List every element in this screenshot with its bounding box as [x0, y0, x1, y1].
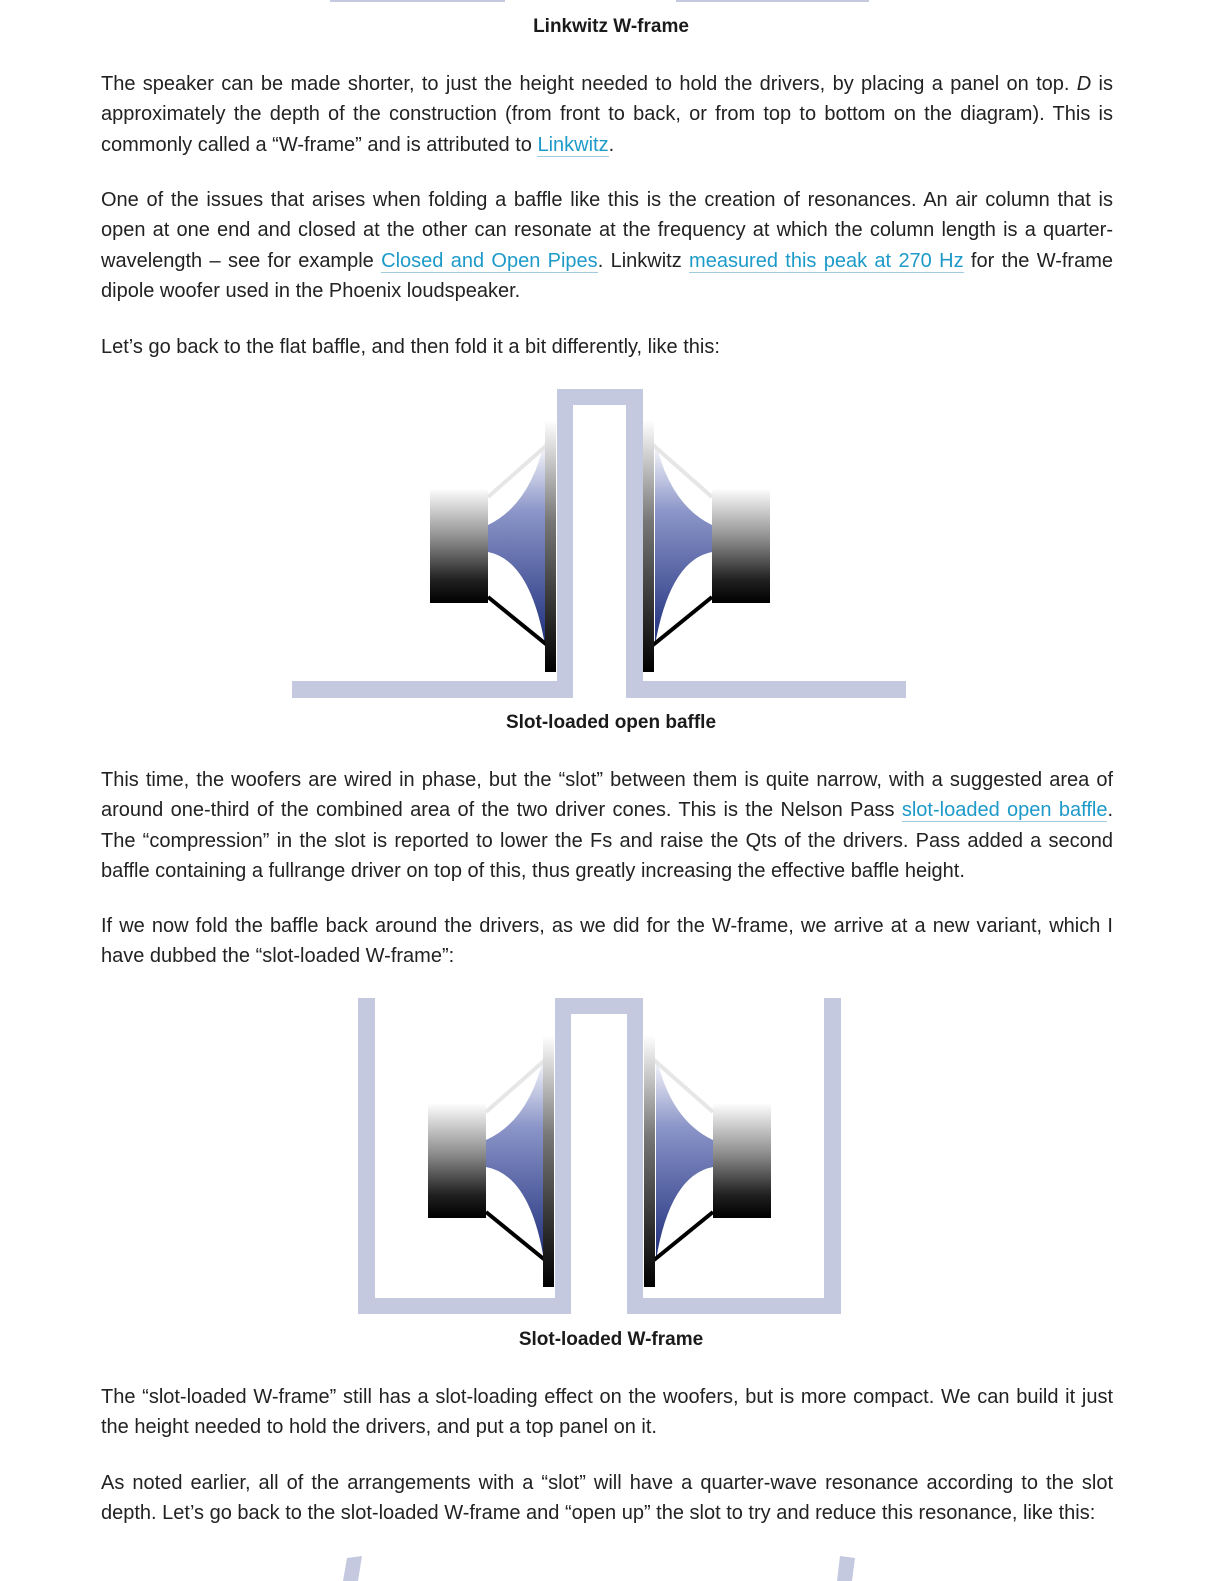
paragraph-slot-loaded-w-frame: The “slot-loaded W-frame” still has a slot-loading effect on the woofers, but is more compact. We can build it just the height needed to hold the drivers, and put a top panel on it. — [101, 1386, 1113, 1439]
paragraph-flat-baffle: Let’s go back to the flat baffle, and then fold it a bit differently, like this: — [101, 336, 720, 358]
paragraph-slot-description — [101, 765, 1113, 886]
previous-figure-edge-right — [676, 0, 869, 2]
paragraph-fold-baffle: If we now fold the baffle back around the drivers, as we did for the W-frame, we arrive at a new variant, which I have dubbed the “slot-loaded W-frame”: — [101, 915, 1113, 968]
link-closed-and-open-pipes[interactable]: Closed and Open Pipes — [381, 249, 598, 272]
figure-caption-slot-loaded-open-baffle: Slot-loaded open baffle — [505, 712, 717, 733]
paragraph-resonances — [101, 185, 1113, 306]
link-linkwitz[interactable]: Linkwitz — [537, 133, 609, 156]
paragraph-quarter-wave-resonance: As noted earlier, all of the arrangements with a “slot” will have a quarter-wave resonance according to the slot depth. Let’s go back to the slot-loaded W-frame and “open up” the slot to try and reduce this resonance, like this: — [101, 1472, 1113, 1525]
text-span: is approximately the depth of the construction (from front to back, or from top to bottom on the diagram). This is commonly called a “W-frame” and is attributed to — [101, 73, 1113, 156]
paragraph-w-frame-description — [101, 69, 1113, 160]
baffle-panels — [292, 389, 906, 698]
text-span: for the W-frame dipole woofer used in the Phoenix loudspeaker. — [101, 249, 1113, 302]
previous-figure-edge-left — [330, 0, 505, 2]
text-span: . — [608, 133, 615, 156]
italic-d: D — [1076, 73, 1092, 95]
woofer-right — [643, 420, 770, 672]
link-measured-peak-270hz[interactable]: measured this peak at 270 Hz — [689, 249, 964, 272]
slot-loaded-open-baffle-diagram — [0, 380, 1222, 710]
slot-loaded-w-frame-diagram — [0, 990, 1222, 1325]
next-figure-partial — [0, 1550, 1222, 1581]
text-span: . Linkwitz — [597, 249, 690, 272]
figure-caption-w-frame: Linkwitz W-frame — [533, 16, 689, 37]
text-span: . The “compression” in the slot is reported to lower the Fs and raise the Qts of the drivers. Pass added a second baffle containing a fullrange driver on top of this, thus greatly increasing the effective baffle height. — [101, 799, 1114, 882]
link-slot-loaded-open-baffle[interactable]: slot-loaded open baffle — [901, 799, 1108, 822]
text-span: One of the issues that arises when folding a baffle like this is the creation of resonances. An air column that is open at one end and closed at the other can resonate at the frequency at which the column length is a quarter-wavelength – see for example — [101, 189, 1113, 272]
text-span: The speaker can be made shorter, to just the height needed to hold the drivers, by placing a panel on top. — [101, 73, 1077, 95]
woofer-left — [428, 1035, 554, 1287]
text-span: This time, the woofers are wired in phase, but the “slot” between them is quite narrow, with a suggested area of around one-third of the combined area of the two driver cones. This is the Nelson Pass — [101, 769, 1113, 822]
woofer-right — [644, 1035, 771, 1287]
figure-caption-slot-loaded-w-frame: Slot-loaded W-frame — [518, 1329, 704, 1350]
woofer-left — [430, 420, 556, 672]
